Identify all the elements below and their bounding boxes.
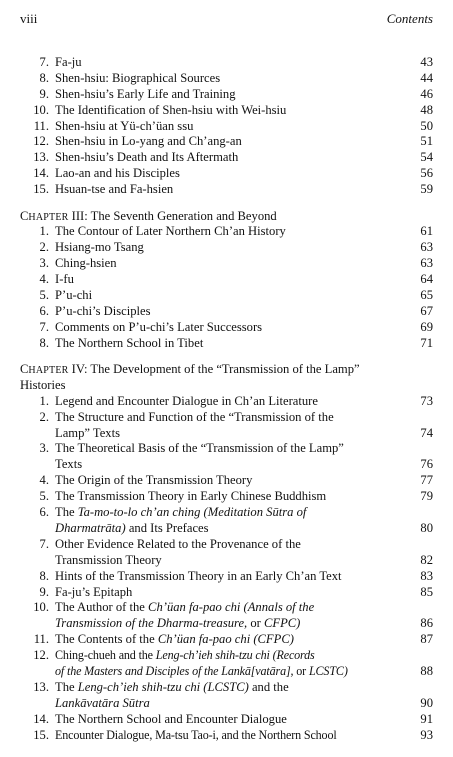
entry-title: The Ta-mo-to-lo ch’an ching (Meditation Sūtra of: [55, 505, 307, 520]
entry-number: 13.: [33, 150, 49, 165]
toc-entry-continuation: [20, 616, 433, 632]
entry-page: 44: [420, 70, 433, 85]
entry-title: The Transmission Theory in Early Chinese Buddhism: [55, 489, 327, 504]
entry-page: 91: [420, 711, 433, 726]
entry-page: 93: [420, 727, 433, 742]
entry-title: Shen-hsiu’s Death and Its Aftermath: [55, 150, 239, 165]
entry-number: 1.: [39, 393, 49, 408]
toc-entry-continuation: [20, 426, 433, 442]
toc-entry: [20, 256, 433, 272]
entry-title: Lao-an and his Disciples: [55, 166, 180, 181]
toc-entry-continuation: [20, 664, 433, 680]
entry-title: Fa-ju: [55, 55, 82, 69]
toc-entry: [20, 71, 433, 87]
entry-number: 7.: [39, 55, 49, 69]
toc-entry: [20, 489, 433, 505]
entry-number: 1.: [39, 224, 49, 239]
entry-page: 86: [420, 616, 433, 631]
entry-title: The Contents of the Ch’üan fa-pao chi (CFPC): [55, 632, 294, 647]
entry-page: 71: [420, 335, 433, 350]
entry-page: 59: [420, 182, 433, 197]
entry-number: 13.: [33, 679, 49, 694]
entry-page: 88: [420, 663, 433, 678]
page-number: viii: [20, 11, 38, 26]
entry-number: 8.: [39, 335, 49, 350]
entry-number: 9.: [39, 86, 49, 101]
entry-page: 87: [420, 632, 433, 647]
entry-title: Texts: [55, 457, 83, 472]
entry-number: 12.: [33, 134, 49, 149]
toc-entry: [20, 320, 433, 336]
entry-number: 5.: [39, 489, 49, 504]
chapter-label-initial: C: [20, 362, 29, 377]
chapter-title: Histories: [20, 377, 66, 392]
entry-number: 11.: [33, 632, 49, 647]
entry-title: Lamp” Texts: [55, 425, 120, 440]
toc-entry: [20, 304, 433, 320]
toc-entry: [20, 569, 433, 585]
entry-number: 14.: [33, 166, 49, 181]
entry-title: P’u-chi: [55, 287, 93, 302]
chapter-label-rest: HAPTER: [28, 365, 69, 377]
running-title: Contents: [386, 11, 433, 26]
entry-title: Comments on P’u-chi’s Later Successors: [55, 319, 263, 334]
entry-title: Shen-hsiu at Yü-ch’üan ssu: [55, 118, 194, 133]
entry-page: 63: [420, 256, 433, 271]
entry-page: 50: [420, 118, 433, 133]
toc-entry: [20, 288, 433, 304]
entry-title: Ching-chueh and the Leng-ch’ieh shih-tzu chi (Records: [55, 648, 315, 663]
entry-number: 6.: [39, 303, 49, 318]
toc-entry-continuation: [20, 521, 433, 537]
toc-entry: [20, 712, 433, 728]
entry-page: 43: [420, 55, 433, 69]
entry-number: 6.: [39, 505, 49, 520]
entry-title: The Contour of Later Northern Ch’an History: [55, 224, 286, 239]
entry-title: The Leng-ch’ieh shih-tzu chi (LCSTC) and the: [55, 679, 289, 694]
toc-entry: [20, 119, 433, 135]
entry-number: 15.: [33, 182, 49, 197]
entry-page: 56: [420, 166, 433, 181]
entry-page: 82: [420, 552, 433, 567]
entry-page: 54: [420, 150, 433, 165]
toc-entry: [20, 505, 433, 521]
entry-number: 15.: [33, 727, 49, 742]
entry-title: The Structure and Function of the “Transmission of the: [55, 409, 334, 424]
entry-title: Ching-hsien: [55, 256, 117, 271]
entry-number: 7.: [39, 319, 49, 334]
entry-page: 69: [420, 319, 433, 334]
entry-page: 65: [420, 287, 433, 302]
toc-entry: [20, 680, 433, 696]
entry-number: 11.: [33, 118, 49, 133]
entry-title: Dharmatrāta) and Its Prefaces: [55, 520, 209, 535]
entry-page: 90: [420, 695, 433, 710]
entry-page: 74: [420, 425, 433, 440]
toc-entry: [20, 410, 433, 426]
entry-number: 10.: [33, 102, 49, 117]
entry-title: Transmission of the Dharma-treasure, or CFPC): [55, 616, 301, 631]
chapter-title: The Seventh Generation and Beyond: [90, 208, 277, 223]
toc-entry: [20, 166, 433, 182]
entry-title: Hsuan-tse and Fa-hsien: [55, 182, 174, 197]
toc-entry: [20, 394, 433, 410]
entry-title: Hsiang-mo Tsang: [55, 240, 144, 255]
entry-title: Shen-hsiu’s Early Life and Training: [55, 86, 236, 101]
toc-entry-continuation: [20, 457, 433, 473]
toc-entry: [20, 55, 433, 71]
chapter-heading-continuation: [20, 378, 433, 394]
entry-page: 73: [420, 393, 433, 408]
entry-number: 10.: [33, 600, 49, 615]
entry-title: Encounter Dialogue, Ma-tsu Tao-i, and the Northern School: [55, 727, 337, 742]
entry-number: 12.: [33, 648, 49, 663]
entry-number: 2.: [39, 409, 49, 424]
entry-page: 48: [420, 102, 433, 117]
entry-number: 2.: [39, 240, 49, 255]
toc-entry: [20, 336, 433, 352]
entry-number: 3.: [39, 441, 49, 456]
entry-page: 85: [420, 584, 433, 599]
entry-page: 46: [420, 86, 433, 101]
chapter-label-rest: HAPTER: [28, 211, 69, 223]
entry-number: 4.: [39, 272, 49, 287]
toc-entry: [20, 224, 433, 240]
entry-title: Shen-hsiu: Biographical Sources: [55, 70, 221, 85]
toc-entry: [20, 87, 433, 103]
entry-page: 76: [420, 457, 433, 472]
entry-page: 77: [420, 473, 433, 488]
toc-entry: [20, 150, 433, 166]
toc-entry: [20, 103, 433, 119]
chapter-heading: [20, 362, 433, 378]
toc-entry: [20, 632, 433, 648]
entry-title: Lankāvatāra Sūtra: [55, 695, 150, 710]
toc-entry: [20, 728, 433, 744]
entry-number: 8.: [39, 568, 49, 583]
chapter-label-number: IV:: [68, 362, 91, 377]
entry-title: The Author of the Ch’üan fa-pao chi (Annals of the: [55, 600, 315, 615]
toc-entry-continuation: [20, 696, 433, 712]
entry-page: 61: [420, 224, 433, 239]
entry-title: Hints of the Transmission Theory in an Early Ch’an Text: [55, 568, 342, 583]
entry-title: The Northern School and Encounter Dialogue: [55, 711, 287, 726]
entry-title: Transmission Theory: [55, 552, 162, 567]
entry-page: 64: [420, 272, 433, 287]
toc-entry: [20, 441, 433, 457]
entry-number: 14.: [33, 711, 49, 726]
entry-title: Shen-hsiu in Lo-yang and Ch’ang-an: [55, 134, 242, 149]
toc-entry: [20, 182, 433, 198]
chapter-label-initial: C: [20, 208, 29, 223]
entry-page: 80: [420, 520, 433, 535]
entry-title: I-fu: [55, 272, 74, 287]
chapter-title: The Development of the “Transmission of the Lamp”: [90, 362, 360, 377]
entry-title: The Identification of Shen-hsiu with Wei-hsiu: [55, 102, 287, 117]
toc-entry-continuation: [20, 553, 433, 569]
entry-page: 67: [420, 303, 433, 318]
entry-title: Fa-ju’s Epitaph: [55, 584, 133, 599]
entry-page: 63: [420, 240, 433, 255]
section-gap: [20, 352, 433, 363]
entry-title: Legend and Encounter Dialogue in Ch’an Literature: [55, 393, 318, 408]
table-of-contents: [20, 55, 433, 743]
entry-number: 4.: [39, 473, 49, 488]
toc-entry: [20, 272, 433, 288]
entry-title: The Theoretical Basis of the “Transmission of the Lamp”: [55, 441, 344, 456]
entry-number: 5.: [39, 287, 49, 302]
chapter-heading: [20, 209, 433, 225]
entry-title: The Origin of the Transmission Theory: [55, 473, 253, 488]
entry-page: 79: [420, 489, 433, 504]
toc-entry: [20, 537, 433, 553]
entry-title: Other Evidence Related to the Provenance of the: [55, 536, 301, 551]
running-header: [20, 11, 433, 27]
section-gap: [20, 198, 433, 209]
toc-entry: [20, 473, 433, 489]
entry-page: 51: [420, 134, 433, 149]
entry-title: The Northern School in Tibet: [55, 335, 204, 350]
toc-entry: [20, 240, 433, 256]
toc-entry: [20, 585, 433, 601]
toc-entry: [20, 648, 433, 664]
entry-number: 3.: [39, 256, 49, 271]
entry-number: 7.: [39, 536, 49, 551]
toc-entry: [20, 134, 433, 150]
chapter-label-number: III:: [68, 208, 91, 223]
entry-title: of the Masters and Disciples of the Lankā[vatāra], or LCSTC): [55, 663, 348, 678]
entry-title: P’u-chi’s Disciples: [55, 303, 151, 318]
toc-entry: [20, 600, 433, 616]
entry-page: 83: [420, 568, 433, 583]
entry-number: 8.: [39, 70, 49, 85]
entry-number: 9.: [39, 584, 49, 599]
